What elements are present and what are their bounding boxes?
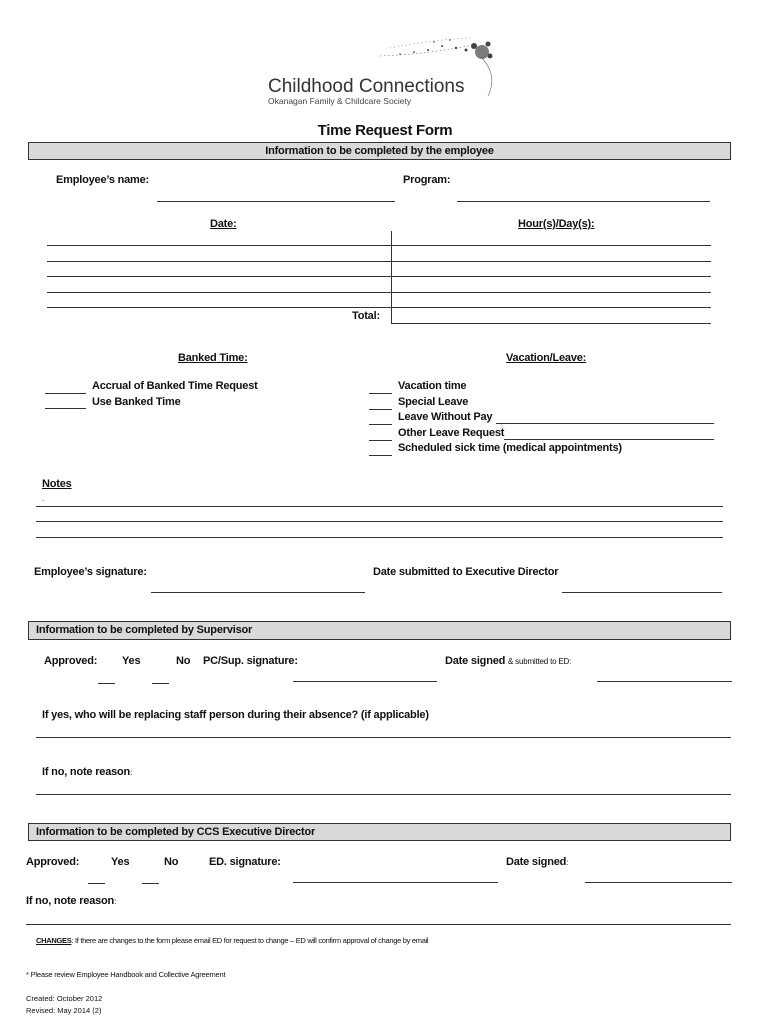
- ed-signature-label: ED. signature:: [209, 856, 281, 868]
- handbook-note: * Please review Employee Handbook and Collective Agreement: [26, 970, 226, 979]
- supervisor-date-signed-field[interactable]: [597, 681, 732, 682]
- date-submitted-label: Date submitted to Executive Director: [373, 566, 559, 578]
- ed-date-signed-label: Date signed:: [506, 856, 569, 868]
- date-submitted-field[interactable]: [562, 592, 722, 593]
- program-label: Program:: [403, 174, 451, 186]
- ed-no-reason-label: If no, note reason:: [26, 895, 117, 907]
- hours-column-header: Hour(s)/Day(s):: [518, 218, 595, 230]
- employee-signature-label: Employee’s signature:: [34, 566, 147, 578]
- changes-text: : If there are changes to the form please email ED for request to change – ED will confirm approval of change by email: [71, 936, 429, 945]
- ed-section-header: Information to be completed by CCS Executive Director: [28, 823, 731, 841]
- ed-approved-label: Approved:: [26, 856, 80, 868]
- supervisor-no-reason-label: If no, note reason:: [42, 766, 133, 778]
- logo-subtitle: Okanagan Family & Childcare Society: [268, 96, 412, 106]
- date-row-line[interactable]: [47, 245, 711, 246]
- employee-name-label: Employee’s name:: [56, 174, 149, 186]
- supervisor-approved-label: Approved:: [44, 655, 98, 667]
- employee-signature-field[interactable]: [151, 592, 365, 593]
- supervisor-date-signed-suffix: & submitted to ED:: [508, 657, 572, 666]
- notes-line[interactable]: [36, 521, 723, 522]
- vacation-leave-label: Vacation/Leave:: [506, 352, 587, 364]
- notes-line[interactable]: [36, 506, 723, 507]
- ed-date-signed-field[interactable]: [585, 882, 732, 883]
- employee-section-header: Information to be completed by the employee: [28, 142, 731, 160]
- date-row-line[interactable]: [47, 307, 711, 308]
- program-field[interactable]: [457, 201, 710, 202]
- supervisor-signature-field[interactable]: [293, 681, 437, 682]
- date-row-line[interactable]: [47, 276, 711, 277]
- banked-time-label: Banked Time:: [178, 352, 248, 364]
- supervisor-date-signed-label: Date signed & submitted to ED:: [445, 655, 572, 667]
- supervisor-no-reason-field[interactable]: [36, 794, 731, 795]
- supervisor-no-reason-suffix: :: [130, 768, 133, 777]
- notes-line[interactable]: [36, 537, 723, 538]
- employee-name-field[interactable]: [157, 201, 395, 202]
- supervisor-signature-label: PC/Sup. signature:: [203, 655, 298, 667]
- ed-date-signed-suffix: :: [566, 858, 569, 867]
- replacing-staff-label: If yes, who will be replacing staff person during their absence? (if applicable): [42, 709, 429, 721]
- total-field[interactable]: [391, 323, 711, 324]
- changes-note: [36, 936, 428, 945]
- ed-signature-field[interactable]: [293, 882, 498, 883]
- date-row-line[interactable]: [47, 292, 711, 293]
- replacing-staff-field[interactable]: [36, 737, 731, 738]
- date-row-line[interactable]: [47, 261, 711, 262]
- revised-date: Revised: May 2014 (2): [26, 1006, 102, 1015]
- date-column-header: Date:: [210, 218, 237, 230]
- logo-name: Childhood Connections: [268, 76, 465, 97]
- supervisor-section-header: Information to be completed by Supervisor: [28, 621, 731, 640]
- changes-label: CHANGES: [36, 936, 72, 945]
- form-title: Time Request Form: [317, 122, 453, 139]
- notes-dot: .: [42, 494, 45, 503]
- total-label: Total:: [352, 310, 380, 322]
- logo: [262, 36, 492, 108]
- ed-no-reason-field[interactable]: [26, 924, 731, 925]
- ed-no-reason-suffix: :: [114, 897, 117, 906]
- created-date: Created: October 2012: [26, 994, 103, 1003]
- notes-label: Notes: [42, 478, 72, 490]
